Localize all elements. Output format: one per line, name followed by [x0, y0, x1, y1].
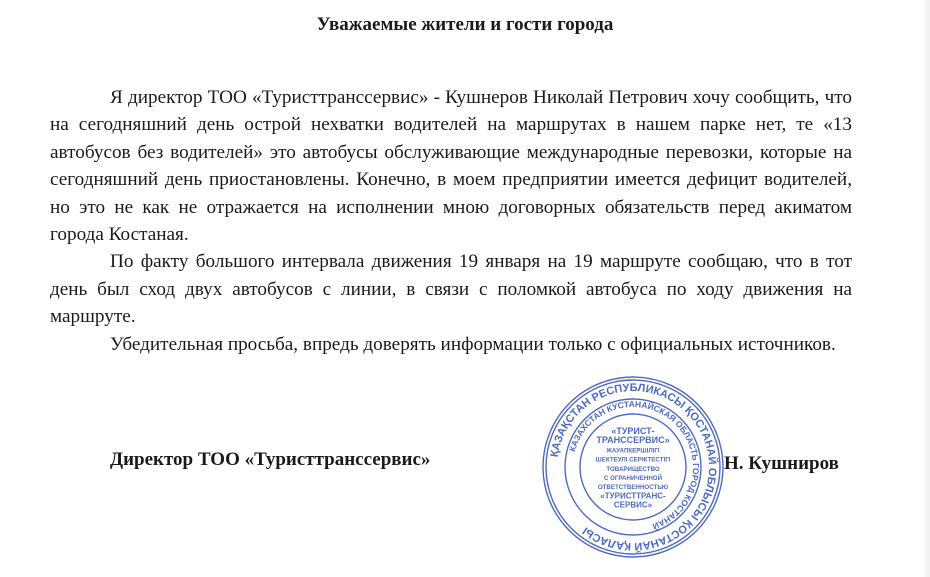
svg-text:КАЗАХСТАН КУСТАНАЙСКАЯ ОБЛАСТЬ: КАЗАХСТАН КУСТАНАЙСКАЯ ОБЛАСТЬ ГОРОД КОСТАНАЙ	[567, 398, 702, 532]
paragraph-3: Убедительная просьба, впредь доверять информации только с официальных источников.	[110, 333, 836, 355]
company-stamp-seal	[538, 372, 728, 562]
letter-title: Уважаемые жители и гости города	[316, 14, 614, 35]
signature-name: Н. Кушниров	[724, 453, 839, 474]
paragraph-1: Я директор ТОО «Туристтранссервис» - Кушнеров Николай Петрович хочу сообщить, что на сегодняшний день острой нехватки водителей на маршрутах в нашем парке нет, те «13 автобусов без водителей» это автобусы обслуживающие международные перевозки, которые на сегодняшний день приостановлены. Конечно, в моем предприятии имеется дефицит водителей, но это не как не отражается на исполнении мною договорных обязательств перед акиматом города Костаная.	[50, 87, 852, 246]
letter-body	[50, 84, 852, 358]
stamp-center-line: ТОВАРИЩЕСТВО	[606, 465, 660, 473]
stamp-center-line: ТРАНССЕРВИС»	[596, 435, 670, 446]
stamp-center-line: «ТУРИСТ-	[611, 426, 655, 436]
stamp-center-line: «ТУРИСТТРАНС-	[600, 491, 666, 501]
stamp-center-line: ОТВЕТСТВЕННОСТЬЮ	[597, 484, 669, 492]
signature-title: Директор ТОО «Туристтранссервис»	[110, 449, 431, 470]
paragraph-2: По факту большого интервала движения 19 января на 19 маршруте сообщаю, что в тот день был сход двух автобусов с линии, в связи с поломкой автобуса по ходу движения на маршруте.	[50, 251, 852, 328]
stamp-center-line: ШЕКТЕУЛІ СЕРІКТЕСТІГІ	[595, 456, 671, 464]
stamp-center-line: ЖАУАПКЕРШІЛІГІ	[606, 447, 660, 455]
page-edge-shadow	[922, 0, 930, 577]
stamp-center-line: СЕРВИС»	[613, 500, 653, 510]
svg-text:ҚАЗАҚСТАН РЕСПУБЛИКАСЫ ҚОСТАНА: ҚАЗАҚСТАН РЕСПУБЛИКАСЫ ҚОСТАНАЙ ОБЛЫСЫ ҚОСТАНАЙ ҚАЛАСЫ	[548, 381, 719, 553]
stamp-center-line: С ОГРАНИЧЕННОЙ	[603, 475, 663, 482]
